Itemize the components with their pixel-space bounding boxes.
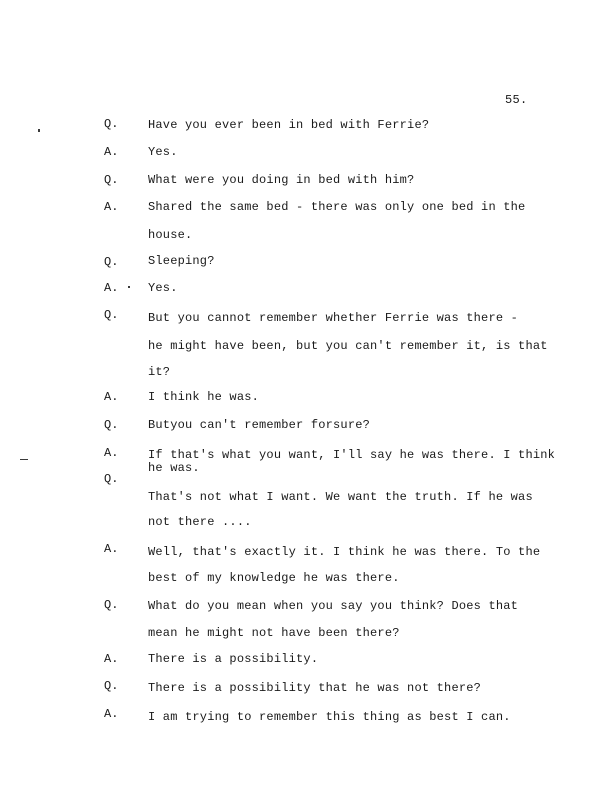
transcript-line: If that's what you want, I'll say he was there. I think bbox=[148, 448, 556, 462]
transcript-line: Well, that's exactly it. I think he was there. To the bbox=[148, 545, 541, 559]
transcript-line: Yes. bbox=[148, 281, 178, 295]
speaker-label: A. bbox=[104, 281, 119, 295]
transcript-line: I think he was. bbox=[148, 390, 260, 404]
speaker-label: A. bbox=[104, 145, 119, 159]
transcript-line: I am trying to remember this thing as best I can. bbox=[148, 710, 511, 724]
transcript-line: There is a possibility. bbox=[148, 652, 319, 666]
transcript-line: What do you mean when you say you think? Does that bbox=[148, 599, 519, 613]
speaker-label: A. bbox=[104, 446, 119, 460]
speaker-label: Q. bbox=[104, 472, 119, 486]
transcript-line: Shared the same bed - there was only one bed in the bbox=[148, 200, 526, 214]
transcript-line: he was. bbox=[148, 461, 200, 475]
speaker-label: Q. bbox=[104, 308, 119, 322]
speaker-label: Q. bbox=[104, 173, 119, 187]
speaker-label: A. bbox=[104, 542, 119, 556]
transcript-line: Butyou can't remember forsure? bbox=[148, 418, 371, 432]
scan-mark bbox=[128, 286, 130, 288]
scan-mark bbox=[20, 459, 28, 460]
transcript-line: he might have been, but you can't remember it, is that bbox=[148, 339, 548, 353]
speaker-label: A. bbox=[104, 707, 119, 721]
transcript-line: But you cannot remember whether Ferrie was there - bbox=[148, 311, 519, 325]
transcript-line: Yes. bbox=[148, 145, 178, 159]
transcript-line: What were you doing in bed with him? bbox=[148, 173, 415, 187]
transcript-line: mean he might not have been there? bbox=[148, 626, 400, 640]
speaker-label: A. bbox=[104, 200, 119, 214]
transcript-line: not there .... bbox=[148, 515, 252, 529]
transcript-line: That's not what I want. We want the truth. If he was bbox=[148, 490, 533, 504]
transcript-line: best of my knowledge he was there. bbox=[148, 571, 400, 585]
transcript-line: Have you ever been in bed with Ferrie? bbox=[148, 118, 430, 132]
page-number: 55. bbox=[505, 93, 528, 107]
speaker-label: Q. bbox=[104, 418, 119, 432]
speaker-label: A. bbox=[104, 652, 119, 666]
transcript-line: it? bbox=[148, 365, 171, 379]
transcript-line: There is a possibility that he was not there? bbox=[148, 681, 482, 695]
speaker-label: Q. bbox=[104, 117, 119, 131]
speaker-label: A. bbox=[104, 390, 119, 404]
speaker-label: Q. bbox=[104, 679, 119, 693]
transcript-line: Sleeping? bbox=[148, 254, 215, 268]
scan-mark bbox=[38, 129, 40, 132]
transcript-line: house. bbox=[148, 228, 193, 242]
speaker-label: Q. bbox=[104, 255, 119, 269]
speaker-label: Q. bbox=[104, 598, 119, 612]
